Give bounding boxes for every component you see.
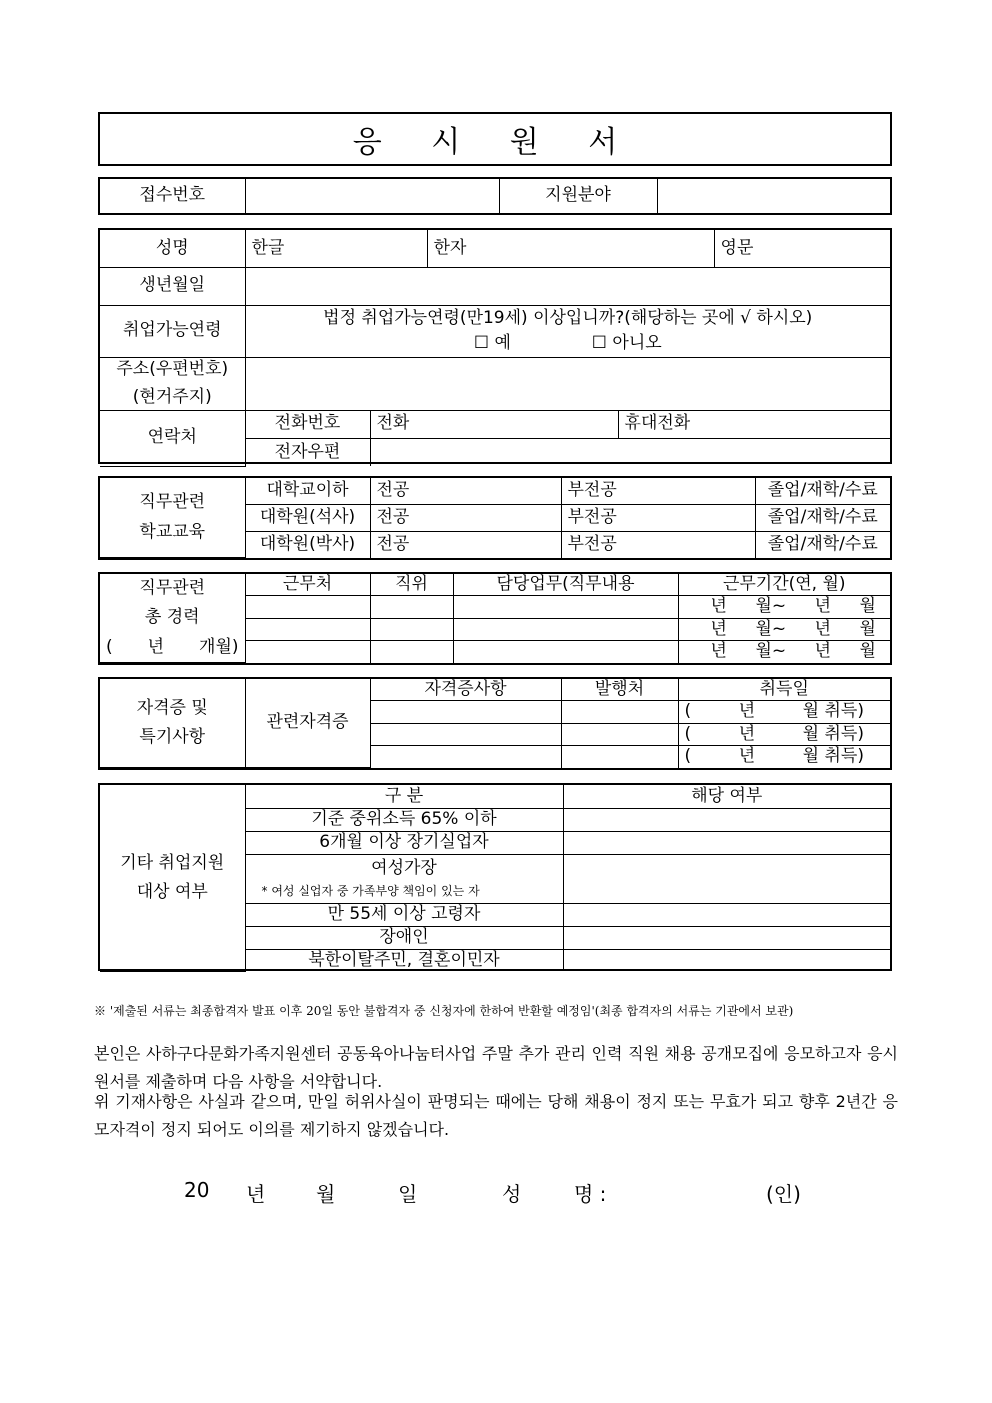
career-label-3a: ( bbox=[106, 636, 113, 657]
license-date-field[interactable] bbox=[678, 746, 890, 768]
career-period-field[interactable] bbox=[678, 596, 890, 618]
apply-field-label: 지원분야 bbox=[499, 179, 657, 213]
seal-mark: (인) bbox=[766, 1182, 801, 1206]
support-item: 기준 중위소득 65% 이하 bbox=[245, 808, 563, 831]
edu-level: 대학교이하 bbox=[245, 478, 370, 504]
mobile-sub-label: 휴대전화 bbox=[624, 413, 691, 434]
email-field[interactable] bbox=[370, 438, 890, 466]
license-issuer-field[interactable] bbox=[561, 746, 678, 768]
period-m1: 월~ bbox=[755, 618, 787, 639]
career-header-workplace: 근무처 bbox=[245, 574, 370, 596]
license-label-1: 자격증 및 bbox=[136, 697, 208, 718]
name-korean-field[interactable] bbox=[245, 230, 427, 267]
career-period-field[interactable] bbox=[678, 641, 890, 663]
support-applicable-field[interactable] bbox=[563, 926, 890, 949]
age-options bbox=[252, 333, 885, 354]
personal-section bbox=[98, 228, 892, 464]
period-m1: 월~ bbox=[755, 596, 787, 617]
address-label bbox=[100, 357, 245, 410]
form-title: 응 시 원 서 bbox=[98, 112, 892, 166]
period-y2: 년 bbox=[814, 641, 832, 662]
license-date-field[interactable] bbox=[678, 723, 890, 745]
education-label-1: 직무관련 bbox=[139, 492, 206, 513]
period-y1: 년 bbox=[710, 596, 727, 617]
acq-m: 월 취득) bbox=[802, 701, 864, 722]
edu-level: 대학원(박사) bbox=[245, 531, 370, 557]
acq-m: 월 취득) bbox=[802, 746, 864, 767]
career-section bbox=[98, 572, 892, 665]
hanja-label: 한자 bbox=[433, 237, 467, 258]
acq-y: 년 bbox=[738, 746, 756, 767]
career-label-3c: 개월) bbox=[199, 636, 239, 657]
birth-field[interactable] bbox=[245, 267, 890, 305]
age-cell bbox=[245, 305, 890, 357]
phone-label: 전화번호 bbox=[245, 410, 370, 438]
license-issuer-field[interactable] bbox=[561, 723, 678, 745]
support-item: 북한이탈주민, 결혼이민자 bbox=[245, 949, 563, 971]
edu-major[interactable]: 전공 bbox=[370, 531, 561, 557]
career-duty-field[interactable] bbox=[453, 596, 678, 618]
age-label: 취업가능연령 bbox=[100, 305, 245, 357]
name-hanja-field[interactable] bbox=[427, 230, 714, 267]
support-applicable-field[interactable] bbox=[563, 903, 890, 926]
support-item: 만 55세 이상 고령자 bbox=[245, 903, 563, 926]
license-header-issuer: 발행처 bbox=[561, 679, 678, 701]
korean-label: 한글 bbox=[251, 237, 285, 258]
edu-status[interactable]: 졸업/재학/수료 bbox=[755, 531, 890, 557]
acq-y: 년 bbox=[738, 723, 756, 744]
license-issuer-field[interactable] bbox=[561, 701, 678, 723]
address-field[interactable] bbox=[245, 357, 890, 410]
receipt-no-label: 접수번호 bbox=[100, 179, 245, 213]
edu-minor[interactable]: 부전공 bbox=[561, 504, 755, 531]
phone-sub-label: 전화 bbox=[376, 413, 410, 434]
acq-open: ( bbox=[684, 701, 692, 722]
return-note: ※ '제출된 서류는 최종합격자 발표 이후 20일 동안 불합격자 중 신청자에 한하여 반환할 예정임'(최종 합격자의 서류는 기관에서 보관) bbox=[94, 1004, 794, 1018]
edu-status[interactable]: 졸업/재학/수료 bbox=[755, 504, 890, 531]
career-position-field[interactable] bbox=[370, 641, 453, 663]
license-header-item: 자격증사항 bbox=[370, 679, 561, 701]
career-position-field[interactable] bbox=[370, 618, 453, 640]
support-applicable-field[interactable] bbox=[563, 831, 890, 854]
support-label-2: 대상 여부 bbox=[136, 881, 208, 902]
support-applicable-field[interactable] bbox=[563, 854, 890, 903]
support-label-1: 기타 취업지원 bbox=[120, 852, 225, 873]
name-english-field[interactable] bbox=[714, 230, 890, 267]
support-applicable-field[interactable] bbox=[563, 808, 890, 831]
period-m2: 월 bbox=[859, 596, 876, 617]
support-section bbox=[98, 783, 892, 971]
edu-status[interactable]: 졸업/재학/수료 bbox=[755, 478, 890, 504]
period-m1: 월~ bbox=[755, 641, 787, 662]
birth-label: 생년월일 bbox=[100, 267, 245, 305]
education-label bbox=[100, 478, 245, 558]
acq-open: ( bbox=[684, 746, 692, 767]
career-label-3 bbox=[106, 637, 239, 658]
career-label-3b: 년 bbox=[147, 636, 165, 657]
related-license-label: 관련자격증 bbox=[245, 679, 370, 768]
age-question: 법정 취업가능연령(만19세) 이상입니까?(해당하는 곳에 √ 하시오) bbox=[323, 307, 813, 328]
period-y2: 년 bbox=[814, 596, 832, 617]
acq-open: ( bbox=[684, 723, 692, 744]
address-label-1: 주소(우편번호) bbox=[116, 359, 229, 380]
license-section bbox=[98, 677, 892, 770]
receipt-no-field[interactable] bbox=[245, 179, 499, 213]
support-header-category: 구 분 bbox=[245, 785, 563, 808]
edu-minor[interactable]: 부전공 bbox=[561, 531, 755, 557]
license-item-field[interactable] bbox=[370, 701, 561, 723]
email-label: 전자우편 bbox=[245, 438, 370, 466]
name-label: 성명 bbox=[100, 230, 245, 267]
education-section bbox=[98, 476, 892, 560]
english-label: 영문 bbox=[720, 237, 754, 258]
license-item-field[interactable] bbox=[370, 746, 561, 768]
pledge-paragraph-2: 위 기재사항은 사실과 같으며, 만일 허위사실이 판명되는 때에는 당해 채용이 정지 또는 무효가 되고 향후 2년간 응모자격이 정지 되어도 이의를 제기하지 않겠습니다. bbox=[94, 1092, 898, 1139]
period-y1: 년 bbox=[710, 641, 727, 662]
apply-field-field[interactable] bbox=[657, 179, 890, 213]
career-position-field[interactable] bbox=[370, 596, 453, 618]
license-date-field[interactable] bbox=[678, 701, 890, 723]
mobile-field[interactable] bbox=[618, 410, 890, 438]
female-head-label: 여성가장 bbox=[371, 858, 437, 879]
career-label-1: 직무관련 bbox=[139, 578, 206, 599]
support-item-female bbox=[245, 854, 563, 903]
acq-m: 월 취득) bbox=[802, 723, 864, 744]
career-header-position: 직위 bbox=[370, 574, 453, 596]
sign-year: 20 bbox=[184, 1178, 210, 1202]
sign-day-unit: 일 bbox=[398, 1182, 418, 1206]
career-workplace-field[interactable] bbox=[245, 596, 370, 618]
sign-label-2: 명 : bbox=[574, 1182, 607, 1206]
female-head-note: * 여성 실업자 중 가족부양 책임이 있는 자 bbox=[261, 883, 480, 898]
career-label-2: 총 경력 bbox=[144, 607, 200, 628]
yes-label: 예 bbox=[494, 333, 511, 353]
support-header-applicable: 해당 여부 bbox=[563, 785, 890, 808]
period-m2: 월 bbox=[859, 641, 876, 662]
period-y2: 년 bbox=[814, 618, 832, 639]
career-workplace-field[interactable] bbox=[245, 641, 370, 663]
support-item: 장애인 bbox=[245, 926, 563, 949]
career-period-field[interactable] bbox=[678, 618, 890, 640]
career-header-duty: 담당업무(직무내용 bbox=[453, 574, 678, 596]
support-item: 6개월 이상 장기실업자 bbox=[245, 831, 563, 854]
career-duty-field[interactable] bbox=[453, 618, 678, 640]
career-header-period: 근무기간(연, 월) bbox=[678, 574, 890, 596]
phone-field[interactable] bbox=[370, 410, 618, 438]
yes-checkbox[interactable]: ☐ bbox=[473, 333, 490, 353]
license-header-date: 취득일 bbox=[678, 679, 890, 701]
acq-y: 년 bbox=[738, 701, 756, 722]
support-label bbox=[100, 785, 245, 971]
license-label-2: 특기사항 bbox=[139, 727, 206, 747]
contact-label: 연락처 bbox=[100, 410, 245, 466]
career-workplace-field[interactable] bbox=[245, 618, 370, 640]
career-label bbox=[100, 574, 245, 663]
sign-month-unit: 월 bbox=[316, 1182, 336, 1206]
support-applicable-field[interactable] bbox=[563, 949, 890, 971]
license-item-field[interactable] bbox=[370, 723, 561, 745]
license-label bbox=[100, 679, 245, 768]
career-duty-field[interactable] bbox=[453, 641, 678, 663]
no-checkbox[interactable]: ☐ bbox=[591, 333, 607, 353]
edu-major[interactable]: 전공 bbox=[370, 504, 561, 531]
edu-level: 대학원(석사) bbox=[245, 504, 370, 531]
sign-label-1: 성 bbox=[502, 1182, 522, 1206]
period-y1: 년 bbox=[710, 618, 727, 639]
pledge-paragraph-1: 본인은 사하구다문화가족지원센터 공동육아나눔터사업 주말 추가 관리 인력 직원 채용 공개모집에 응모하고자 응시원서를 제출하며 다음 사항을 서약합니다. bbox=[94, 1044, 898, 1091]
address-label-2: (현거주지) bbox=[132, 386, 212, 407]
education-label-2: 학교교육 bbox=[139, 521, 206, 542]
period-m2: 월 bbox=[859, 618, 876, 639]
receipt-section bbox=[98, 177, 892, 215]
sign-year-unit: 년 bbox=[246, 1182, 266, 1206]
edu-major[interactable]: 전공 bbox=[370, 478, 561, 504]
no-label: 아니오 bbox=[612, 333, 662, 353]
edu-minor[interactable]: 부전공 bbox=[561, 478, 755, 504]
